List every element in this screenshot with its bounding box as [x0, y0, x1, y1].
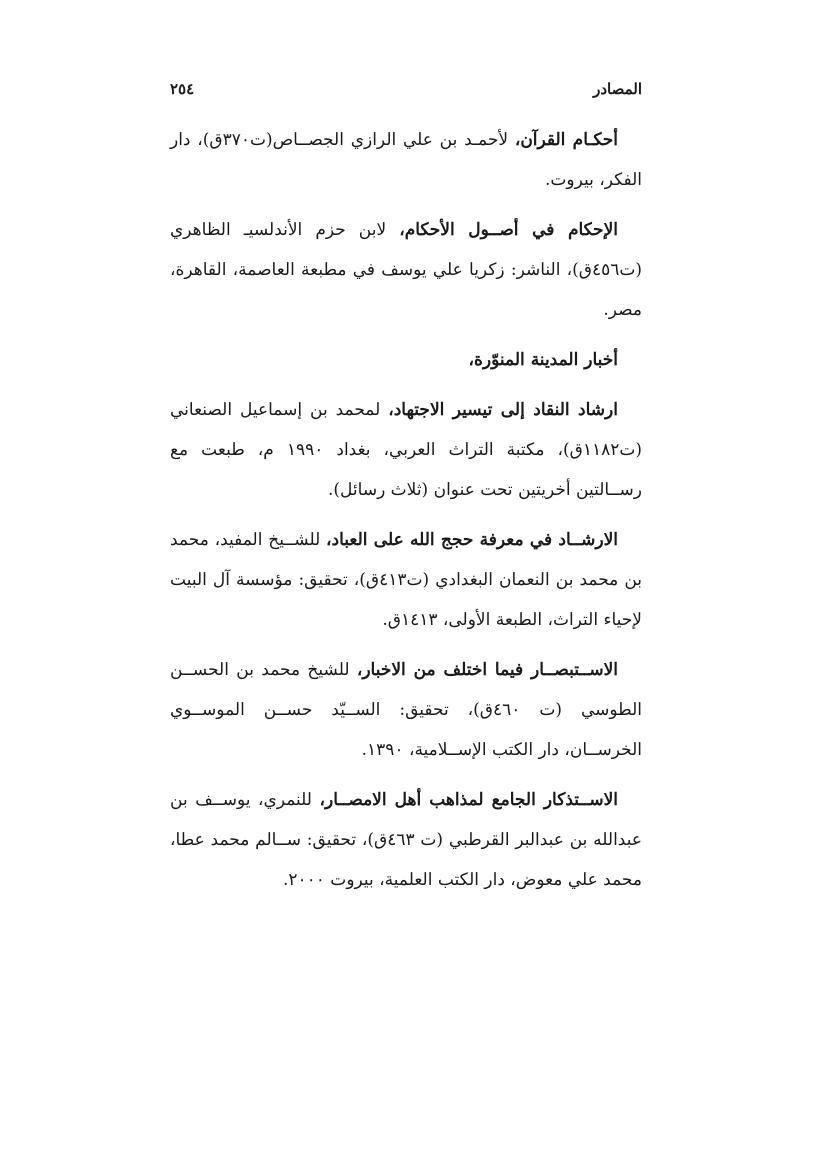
- entry-title: الاســتبصــار فيما اختلف من الاخبار،: [356, 660, 618, 680]
- bibliography-entry: [170, 520, 642, 640]
- section-title: المصادر: [593, 80, 642, 98]
- entry-body: لابن حزم الأندلسيـ الظاهري (ت٤٥٦ق)، الناشر: زكريا علي يوسف في مطبعة العاصمة، القاهرة، مصر.: [170, 220, 642, 320]
- bibliography-entry: [170, 210, 642, 330]
- bibliography-entry: [170, 780, 642, 900]
- entry-body: لمحمد بن إسماعيل الصنعاني (ت١١٨٢ق)، مكتبة التراث العربي، بغداد ١٩٩٠ م، طبعت مع رســالتين أخريتين تحت عنوان (ثلاث رسائل).: [170, 400, 642, 500]
- bibliography-entry: [170, 120, 642, 200]
- entry-body: للنمري، يوســف بن عبدالله بن عبدالبر القرطبي (ت ٤٦٣ق)، تحقيق: ســالم محمد عطا، محمد علي معوض، دار الكتب العلمية، بيروت ٢٠٠٠.: [170, 790, 642, 890]
- entry-body: للشــيخ المفيد، محمد بن محمد بن النعمان البغدادي (ت٤١٣ق)، تحقيق: مؤسسة آل البيت لإحياء التراث، الطبعة الأولى، ١٤١٣ق.: [170, 530, 642, 630]
- entry-body: للشيخ محمد بن الحســن الطوسي (ت ٤٦٠ق)، تحقيق: الســيّد حســن الموســوي الخرســان، دار الكتب الإســلامية، ١٣٩٠.: [170, 660, 642, 760]
- entry-title: الاســتذكار الجامع لمذاهب أهل الامصــار،: [319, 790, 618, 810]
- entry-title: أحكـام القرآن،: [514, 130, 618, 150]
- entry-title: ارشاد النقاد إلى تيسير الاجتهاد،: [388, 400, 618, 420]
- entry-title: أخبار المدينة المنوّرة،: [468, 350, 618, 370]
- bibliography-entry: [170, 650, 642, 770]
- entry-title: الارشــاد في معرفة حجج الله على العباد،: [326, 530, 618, 550]
- bibliography-entry: [170, 390, 642, 510]
- entry-title: الإحكام في أصــول الأحكام،: [399, 220, 618, 240]
- page-header: [170, 80, 642, 108]
- page: [170, 80, 642, 910]
- entry-body: لأحمـد بن علي الرازي الجصــاص(ت٣٧٠ق)، دار الفكر، بيروت.: [170, 130, 642, 190]
- bibliography-entry: [170, 340, 642, 380]
- page-number: ٢٥٤: [170, 80, 195, 98]
